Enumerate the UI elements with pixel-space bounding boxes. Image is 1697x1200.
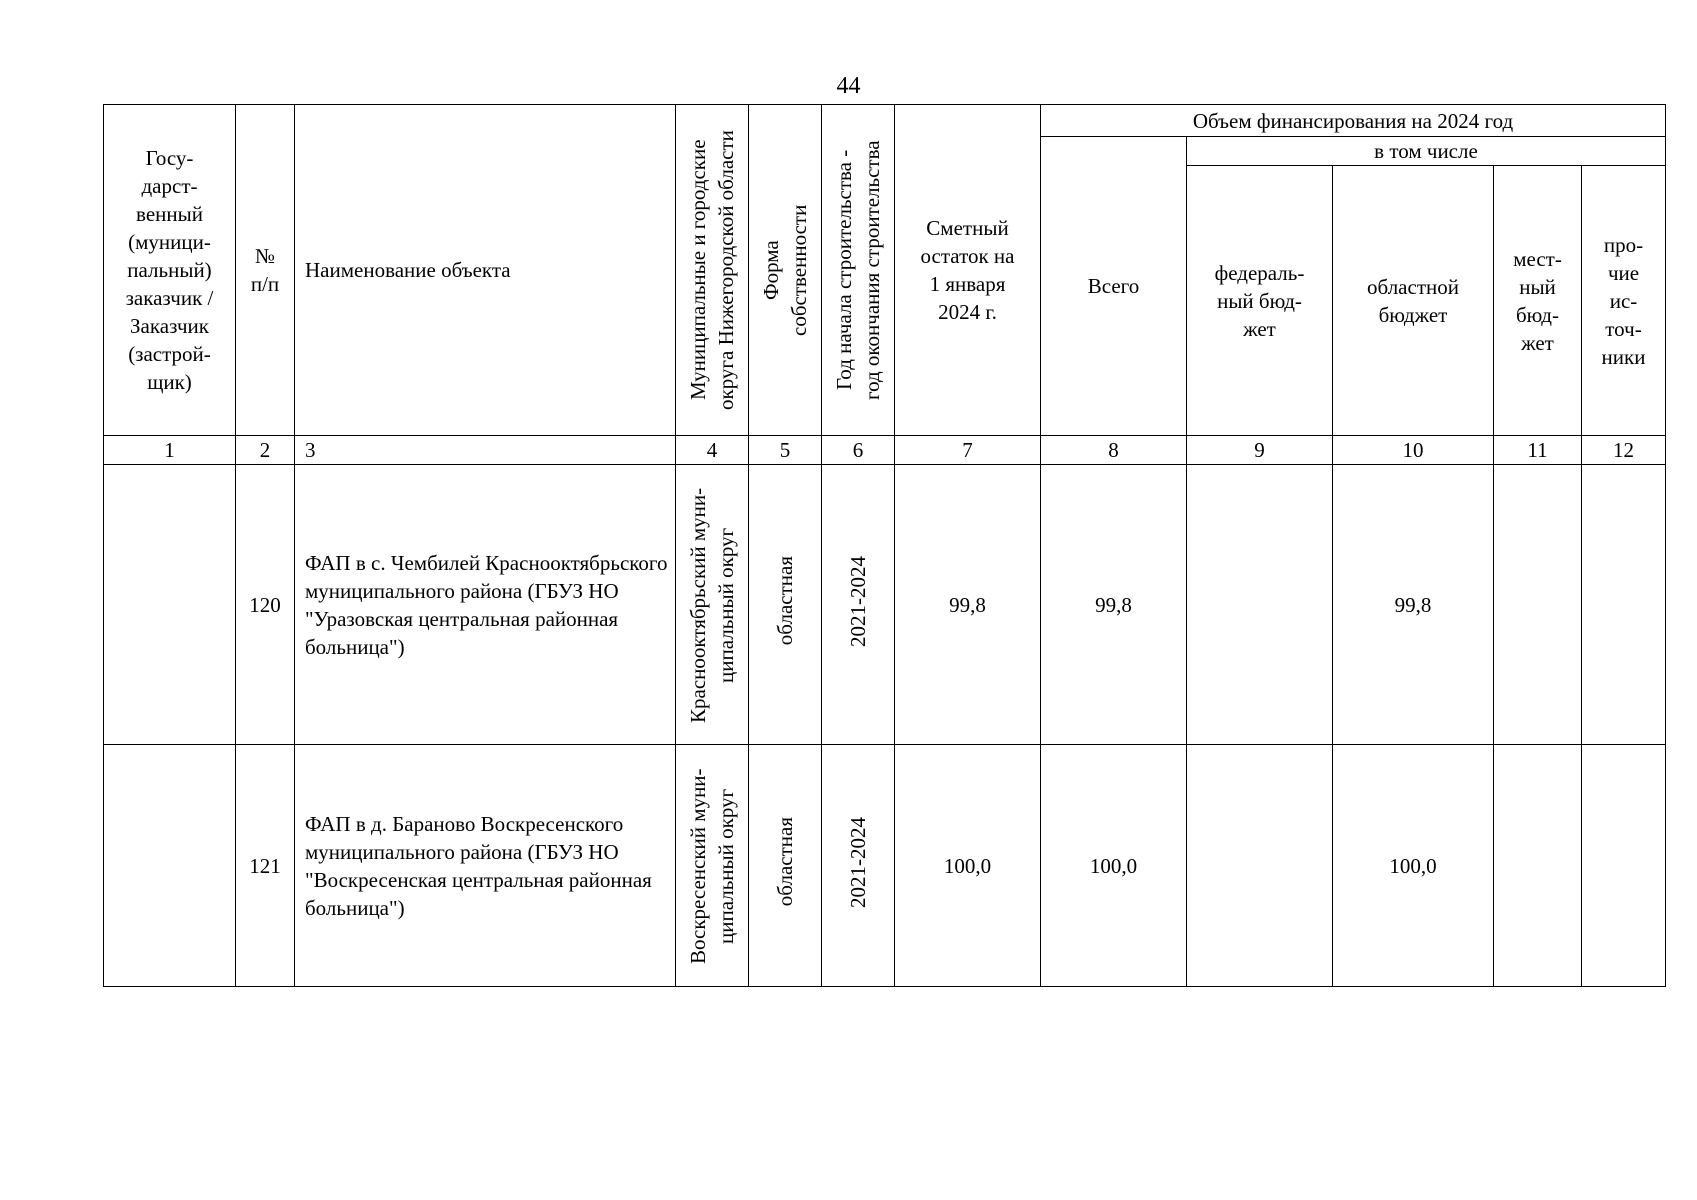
column-number: 9 [1187,436,1333,465]
column-number: 8 [1041,436,1187,465]
column-number: 11 [1494,436,1582,465]
column-number: 12 [1582,436,1666,465]
row-regional: 100,0 [1333,745,1494,987]
header-customer: Госу- дарст- венный (муници- пальный) заказчик / Заказчик (застрой- щик) [104,105,236,436]
header-estimate: Сметный остаток на 1 января 2024 г. [895,105,1041,436]
column-number: 6 [822,436,895,465]
table-row [104,465,1666,745]
row-estimate: 99,8 [895,465,1041,745]
page-number: 44 [836,73,861,99]
row-federal [1187,465,1333,745]
row-district: Воскресенский муни- ципальный округ [686,767,738,964]
header-ownership: Форма собственности [759,204,811,336]
row-federal [1187,745,1333,987]
row-district: Краснооктябрьский муни- ципальный округ [686,486,738,723]
financing-table [103,104,1666,987]
row-district-cell [676,465,749,745]
column-number: 7 [895,436,1041,465]
row-object-name: ФАП в д. Бараново Воскресенского муниципального района (ГБУЗ НО "Воскресенская центральная районная больница") [295,745,676,987]
row-object-name: ФАП в с. Чембилей Краснооктябрьского муниципального района (ГБУЗ НО "Уразовская центральная районная больница") [295,465,676,745]
row-years: 2021-2024 [846,816,870,908]
row-total: 99,8 [1041,465,1187,745]
column-number: 4 [676,436,749,465]
column-number: 3 [295,436,676,465]
column-number: 5 [749,436,822,465]
column-number: 2 [236,436,295,465]
row-customer [104,465,236,745]
header-total: Всего [1041,137,1187,436]
row-estimate: 100,0 [895,745,1041,987]
row-number: 121 [236,745,295,987]
header-local-budget: мест- ный бюд- жет [1494,166,1582,436]
row-total: 100,0 [1041,745,1187,987]
header-including-group: в том числе [1187,137,1666,166]
row-ownership: областная [773,817,797,907]
header-federal-budget: федераль- ный бюд- жет [1187,166,1333,436]
row-years: 2021-2024 [846,555,870,647]
row-local [1494,465,1582,745]
header-other-sources: про- чие ис- точ- ники [1582,166,1666,436]
header-district: Муниципальные и городские округа Нижегородской области [686,130,738,410]
header-years-cell [822,105,895,436]
header-financing-group: Объем финансирования на 2024 год [1041,105,1666,137]
header-district-cell [676,105,749,436]
row-ownership: областная [773,556,797,646]
header-number: № п/п [236,105,295,436]
row-ownership-cell [749,745,822,987]
row-local [1494,745,1582,987]
row-ownership-cell [749,465,822,745]
header-object-name: Наименование объекта [295,105,676,436]
row-number: 120 [236,465,295,745]
row-other [1582,745,1666,987]
row-other [1582,465,1666,745]
row-customer [104,745,236,987]
column-number: 10 [1333,436,1494,465]
header-regional-budget: областной бюджет [1333,166,1494,436]
column-number: 1 [104,436,236,465]
table-row [104,745,1666,987]
header-years: Год начала строительства - год окончания строительства [832,140,884,400]
row-district-cell [676,745,749,987]
row-years-cell [822,465,895,745]
header-ownership-cell [749,105,822,436]
row-years-cell [822,745,895,987]
row-regional: 99,8 [1333,465,1494,745]
